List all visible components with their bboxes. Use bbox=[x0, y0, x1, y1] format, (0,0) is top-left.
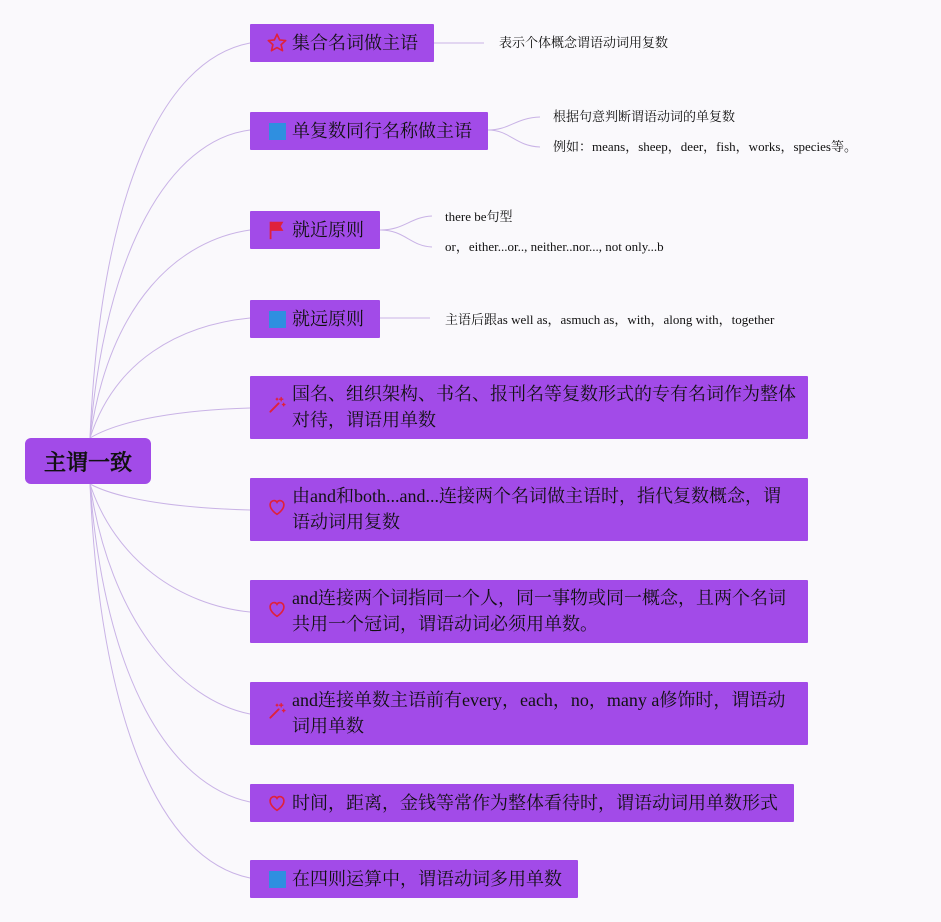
note: 主语后跟as well as，asmuch as，with，along with，together bbox=[445, 312, 775, 327]
blue-square-icon bbox=[266, 868, 288, 890]
star-icon bbox=[266, 32, 288, 54]
topic-same-form-noun[interactable] bbox=[250, 112, 488, 150]
note: or，either...or.., neither..nor..., not only...b bbox=[445, 239, 664, 254]
topic-label: 单复数同行名称做主语 bbox=[292, 121, 472, 141]
topic-label: 就远原则 bbox=[292, 309, 364, 329]
blue-square-icon bbox=[266, 120, 288, 142]
topic-distance-principle[interactable] bbox=[250, 300, 380, 338]
topic-arithmetic[interactable] bbox=[250, 860, 578, 898]
red-flag-icon bbox=[266, 219, 288, 241]
topic-and-every-each[interactable] bbox=[250, 682, 808, 745]
note: there be句型 bbox=[445, 209, 513, 224]
topic-label: 由and和both...and...连接两个名词做主语时，指代复数概念，谓语动词用复数 bbox=[292, 486, 781, 532]
topic-and-same-thing[interactable] bbox=[250, 580, 808, 643]
note: 表示个体概念谓语动词用复数 bbox=[499, 35, 669, 50]
topic-and-both[interactable] bbox=[250, 478, 808, 541]
topic-label: and连接单数主语前有every，each，no，many a修饰时，谓语动词用单数 bbox=[292, 690, 786, 736]
magic-wand-icon bbox=[266, 394, 288, 416]
topic-proximity-principle[interactable] bbox=[250, 211, 380, 249]
root-topic[interactable]: 主谓一致 bbox=[25, 438, 151, 484]
heart-icon bbox=[266, 496, 288, 518]
note: 根据句意判断谓语动词的单复数 bbox=[553, 109, 736, 124]
heart-icon bbox=[266, 598, 288, 620]
topic-label: 时间，距离，金钱等常作为整体看待时，谓语动词用单数形式 bbox=[292, 793, 778, 813]
topic-time-distance-money[interactable] bbox=[250, 784, 794, 822]
topic-label: and连接两个词指同一个人，同一事物或同一概念，且两个名词共用一个冠词，谓语动词必须用单数。 bbox=[292, 588, 786, 634]
topic-label: 在四则运算中，谓语动词多用单数 bbox=[292, 869, 562, 889]
topic-label: 就近原则 bbox=[292, 220, 364, 240]
topic-label: 集合名词做主语 bbox=[292, 33, 418, 53]
topic-proper-noun-plural[interactable] bbox=[250, 376, 808, 439]
topic-collective-noun[interactable] bbox=[250, 24, 434, 62]
heart-icon bbox=[266, 792, 288, 814]
note: 例如：means，sheep，deer，fish，works，species等。 bbox=[553, 139, 857, 154]
blue-square-icon bbox=[266, 308, 288, 330]
topic-label: 国名、组织架构、书名、报刊名等复数形式的专有名词作为整体对待，谓语用单数 bbox=[292, 384, 796, 430]
magic-wand-icon bbox=[266, 700, 288, 722]
